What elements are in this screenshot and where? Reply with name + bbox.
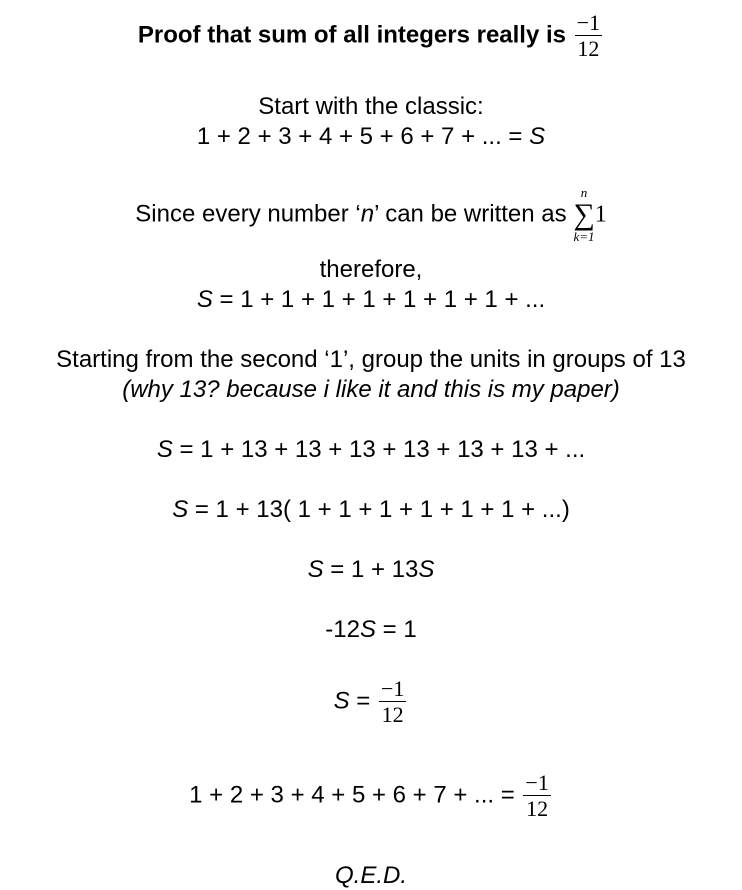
therefore-var: S	[196, 286, 213, 313]
step-3-var: S	[307, 556, 324, 583]
grouping-aside-text: (why 13? because i like it and this is my paper)	[122, 376, 620, 403]
qed-text: Q.E.D.	[334, 862, 407, 889]
step-4-post: = 1	[382, 616, 417, 643]
step-4-pre: -12	[325, 616, 360, 643]
final-fraction	[523, 772, 550, 820]
summation	[573, 186, 594, 244]
summation-lower: k=1	[573, 229, 595, 244]
final-equation	[0, 772, 742, 820]
since-text-before: Since every number ‘	[135, 200, 361, 228]
therefore-label	[0, 256, 742, 284]
grouping-text: Starting from the second ‘1’, group the units in groups of 13	[56, 346, 686, 373]
intro-series-var: S	[529, 123, 546, 150]
step-4-var: S	[359, 616, 376, 643]
qed	[0, 862, 742, 890]
step-2-rest: = 1 + 13( 1 + 1 + 1 + 1 + 1 + 1 + ...)	[194, 496, 570, 523]
final-denominator: 12	[526, 796, 549, 821]
step-5-denominator: 12	[381, 702, 404, 727]
title-text: Proof that sum of all integers really is	[137, 21, 566, 49]
since-text-after: ’ can be written as	[374, 200, 567, 228]
step-5-var: S	[333, 687, 350, 715]
step-5-eq: =	[356, 687, 371, 715]
step-3-var2: S	[418, 556, 435, 583]
step-2-var: S	[172, 496, 189, 523]
summation-sigma: ∑	[573, 198, 595, 231]
since-line	[0, 186, 742, 244]
intro-text: Start with the classic:	[258, 93, 484, 120]
step-1	[0, 436, 742, 464]
title-fraction	[575, 12, 602, 60]
therefore-rest: = 1 + 1 + 1 + 1 + 1 + 1 + 1 + ...	[219, 286, 546, 313]
step-4	[0, 616, 742, 644]
therefore-equation	[0, 286, 742, 314]
step-5-numerator: −1	[380, 676, 405, 701]
therefore-text: therefore,	[319, 256, 423, 283]
title	[0, 12, 742, 60]
title-fraction-numerator: −1	[576, 10, 601, 35]
step-3	[0, 556, 742, 584]
title-fraction-denominator: 12	[577, 36, 600, 61]
summation-term: 1	[594, 201, 607, 228]
since-n: n	[360, 200, 375, 228]
step-1-var: S	[156, 436, 173, 463]
summation-upper: n	[580, 185, 588, 200]
step-5	[0, 678, 742, 726]
step-1-rest: = 1 + 13 + 13 + 13 + 13 + 13 + 13 + ...	[179, 436, 586, 463]
intro-series-text: 1 + 2 + 3 + 4 + 5 + 6 + 7 + ... =	[196, 123, 523, 150]
intro-series	[0, 123, 742, 151]
step-2	[0, 496, 742, 524]
final-series: 1 + 2 + 3 + 4 + 5 + 6 + 7 + ... =	[189, 781, 515, 809]
step-5-fraction	[379, 678, 406, 726]
grouping-aside	[0, 376, 742, 404]
step-3-mid: = 1 + 13	[330, 556, 419, 583]
grouping-line	[0, 346, 742, 374]
final-numerator: −1	[525, 770, 549, 795]
intro-line	[0, 93, 742, 121]
